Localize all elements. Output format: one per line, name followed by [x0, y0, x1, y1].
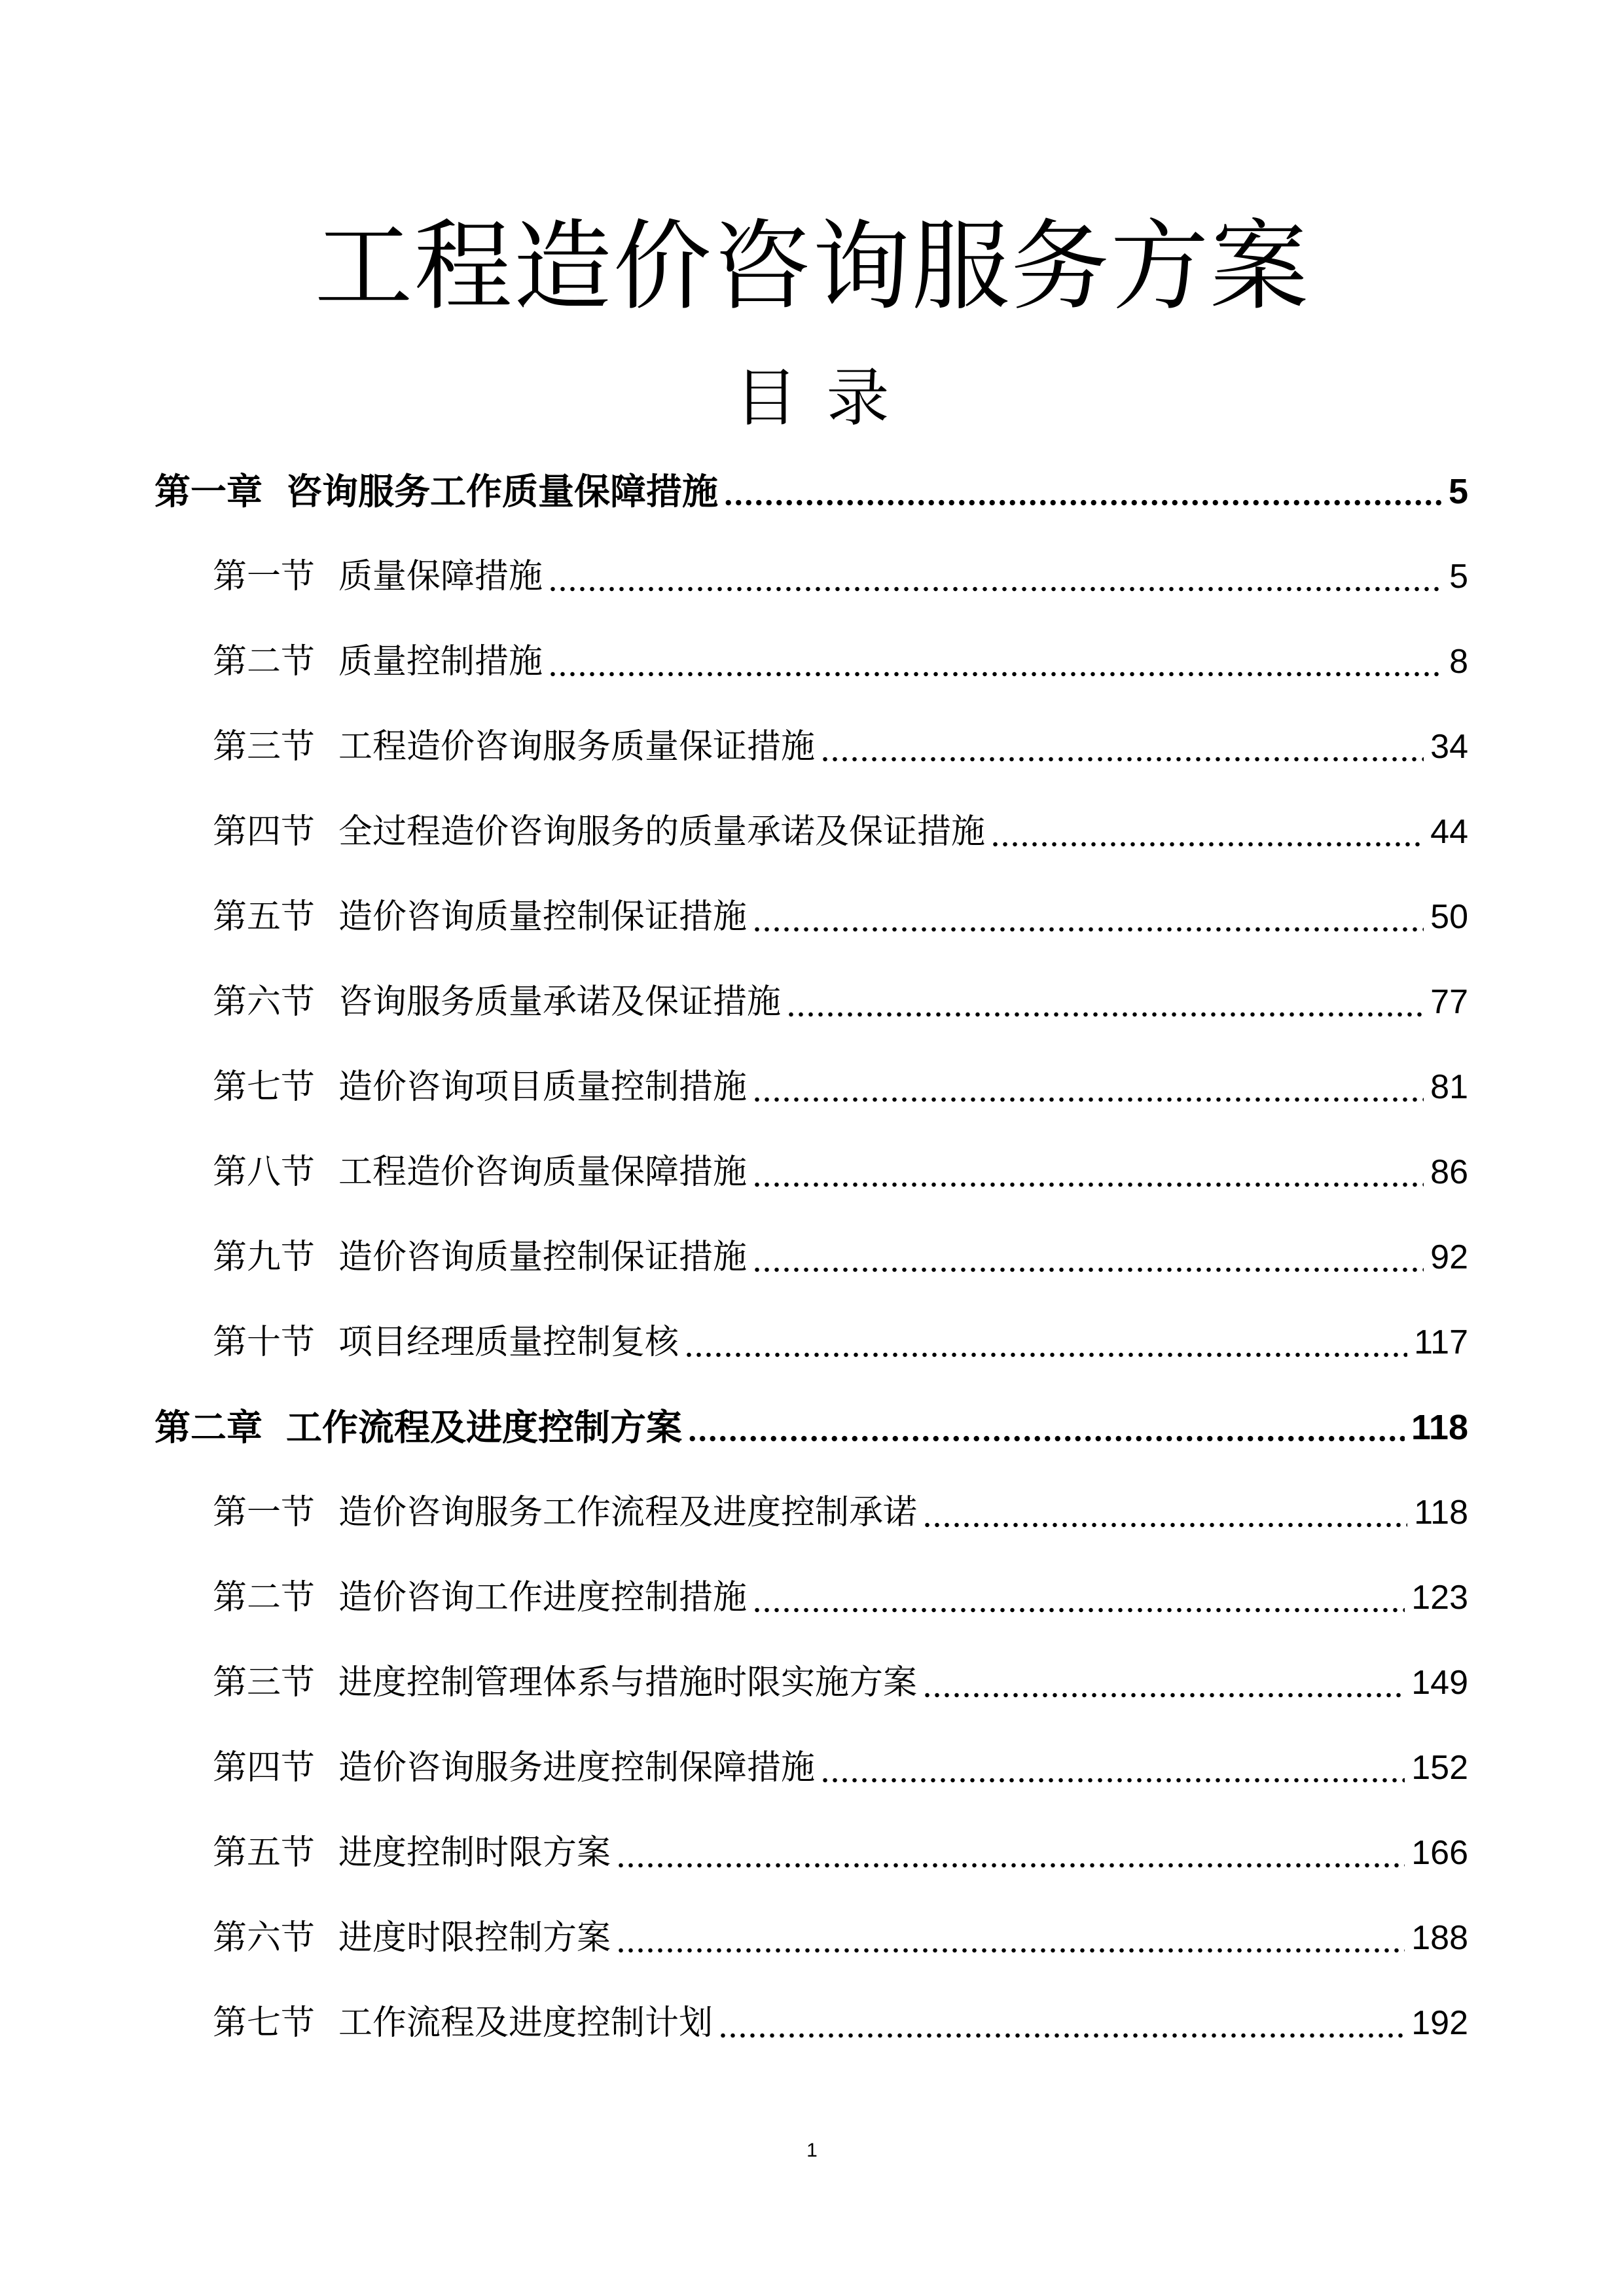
toc-entry-label — [213, 1915, 611, 1961]
toc-entry-number: 第二节 — [213, 642, 316, 681]
toc-entry-page-number: 123 — [1411, 1579, 1468, 1617]
toc-entry-page-number: 86 — [1430, 1153, 1468, 1191]
page-number-footer: 1 — [806, 2140, 818, 2161]
toc-entry-page-number: 34 — [1430, 728, 1468, 766]
toc-entry-number: 第四节 — [213, 812, 316, 852]
toc-entry-page-number: 188 — [1411, 1919, 1468, 1957]
toc-entry-label — [213, 1149, 747, 1195]
toc-section-entry[interactable] — [213, 1575, 1468, 1621]
dot-leader — [922, 1691, 1405, 1700]
toc-entry-number: 第九节 — [213, 1238, 316, 1277]
toc-entry-title: 工作流程及进度控制方案 — [286, 1406, 683, 1448]
dot-leader — [752, 1180, 1424, 1189]
toc-section-entry[interactable] — [213, 1490, 1468, 1535]
toc-entry-page-number: 8 — [1449, 643, 1468, 681]
toc-entry-number: 第三节 — [213, 1663, 316, 1702]
toc-entry-title: 造价咨询项目质量控制措施 — [338, 1067, 748, 1107]
toc-entry-page-number: 117 — [1414, 1323, 1468, 1361]
toc-section-entry[interactable] — [213, 1319, 1468, 1365]
toc-section-entry[interactable] — [213, 1915, 1468, 1961]
dot-leader — [616, 1946, 1405, 1955]
toc-entry-label — [213, 554, 543, 600]
toc-entry-label — [213, 1745, 815, 1791]
dot-leader — [548, 584, 1443, 594]
toc-entry-label — [213, 1830, 611, 1876]
toc-entry-page-number: 166 — [1411, 1834, 1468, 1872]
toc-entry-label — [213, 1234, 747, 1280]
dot-leader — [990, 840, 1424, 849]
dot-leader — [684, 1350, 1407, 1359]
toc-entry-title: 项目经理质量控制复核 — [338, 1323, 679, 1362]
toc-entry-title: 质量控制措施 — [338, 642, 543, 681]
dot-leader — [752, 1265, 1424, 1274]
toc-entry-number: 第五节 — [213, 1833, 316, 1873]
toc-entry-label — [213, 1575, 747, 1621]
toc-section-entry[interactable] — [213, 1745, 1468, 1791]
toc-entry-title: 工作流程及进度控制计划 — [338, 2003, 713, 2043]
toc-entry-page-number: 149 — [1411, 1664, 1468, 1702]
toc-entry-label — [154, 469, 718, 514]
toc-entry-title: 造价咨询服务进度控制保障措施 — [338, 1748, 816, 1787]
toc-entry-number: 第一节 — [213, 557, 316, 596]
toc-entry-number: 第八节 — [213, 1153, 316, 1192]
toc-entry-label — [213, 979, 781, 1025]
toc-entry-number: 第七节 — [213, 1067, 316, 1107]
toc-entry-label — [213, 1319, 679, 1365]
toc-section-entry[interactable] — [213, 639, 1468, 685]
dot-leader — [922, 1520, 1407, 1530]
dot-leader — [820, 755, 1424, 764]
toc-entry-page-number: 77 — [1430, 983, 1468, 1021]
toc-entry-title: 质量保障措施 — [338, 557, 543, 596]
toc-chapter-entry[interactable] — [154, 469, 1468, 514]
toc-entry-page-number: 5 — [1449, 558, 1468, 596]
toc-entry-number: 第十节 — [213, 1323, 316, 1362]
toc-entry-number: 第二章 — [154, 1406, 263, 1448]
toc-section-entry[interactable] — [213, 809, 1468, 855]
toc-entry-title: 工程造价咨询服务质量保证措施 — [338, 727, 816, 766]
dot-leader — [723, 498, 1442, 507]
dot-leader — [616, 1861, 1405, 1870]
toc-entry-number: 第一节 — [213, 1493, 316, 1532]
toc-entry-page-number: 152 — [1411, 1749, 1468, 1787]
toc-entry-number: 第四节 — [213, 1748, 316, 1787]
toc-section-entry[interactable] — [213, 1660, 1468, 1706]
toc-entry-title: 咨询服务工作质量保障措施 — [286, 470, 719, 512]
toc-entry-number: 第三节 — [213, 727, 316, 766]
toc-entry-page-number: 44 — [1430, 813, 1468, 851]
dot-leader — [687, 1434, 1405, 1443]
toc-section-entry[interactable] — [213, 1064, 1468, 1110]
toc-entry-label — [213, 894, 747, 940]
toc-entry-number: 第六节 — [213, 1918, 316, 1958]
toc-section-entry[interactable] — [213, 1830, 1468, 1876]
toc-entry-label — [213, 724, 815, 770]
toc-entry-title: 咨询服务质量承诺及保证措施 — [338, 982, 782, 1022]
toc-entry-label — [213, 1660, 917, 1706]
dot-leader — [752, 1605, 1405, 1615]
toc-entry-label — [213, 639, 543, 685]
toc-entry-title: 工程造价咨询质量保障措施 — [338, 1153, 748, 1192]
toc-entry-label — [213, 809, 985, 855]
toc-entry-number: 第一章 — [154, 470, 263, 512]
toc-entry-title: 进度时限控制方案 — [338, 1918, 611, 1958]
toc-entry-title: 进度控制管理体系与措施时限实施方案 — [338, 1663, 918, 1702]
toc-entry-page-number: 5 — [1448, 472, 1468, 511]
toc-heading: 目录 — [734, 361, 918, 435]
toc-entry-label — [154, 1405, 682, 1450]
toc-entry-title: 进度控制时限方案 — [338, 1833, 611, 1873]
toc-entry-number: 第五节 — [213, 897, 316, 937]
toc-section-entry[interactable] — [213, 554, 1468, 600]
toc-entry-title: 造价咨询质量控制保证措施 — [338, 897, 748, 937]
toc-entry-label — [213, 1064, 747, 1110]
dot-leader — [548, 670, 1443, 679]
dot-leader — [752, 1095, 1424, 1104]
toc-entry-title: 全过程造价咨询服务的质量承诺及保证措施 — [338, 812, 986, 852]
toc-entry-number: 第七节 — [213, 2003, 316, 2043]
toc-entry-number: 第六节 — [213, 982, 316, 1022]
toc-section-entry[interactable] — [213, 979, 1468, 1025]
toc-entry-label — [213, 2000, 713, 2046]
toc-section-entry[interactable] — [213, 894, 1468, 940]
dot-leader — [820, 1776, 1405, 1785]
toc-entry-page-number: 192 — [1411, 2004, 1468, 2042]
toc-entry-page-number: 92 — [1430, 1238, 1468, 1276]
toc-entry-title: 造价咨询质量控制保证措施 — [338, 1238, 748, 1277]
toc-entry-page-number: 81 — [1430, 1068, 1468, 1106]
toc-entry-page-number: 118 — [1411, 1408, 1468, 1447]
document-title: 工程造价咨询服务方案 — [314, 210, 1310, 324]
toc-section-entry[interactable] — [213, 1234, 1468, 1280]
toc-entry-page-number: 118 — [1414, 1494, 1468, 1532]
dot-leader — [786, 1010, 1424, 1019]
dot-leader — [718, 2031, 1405, 2040]
toc-section-entry[interactable] — [213, 724, 1468, 770]
toc-entry-label — [213, 1490, 917, 1535]
toc-entry-page-number: 50 — [1430, 898, 1468, 936]
toc-section-entry[interactable] — [213, 1149, 1468, 1195]
toc-chapter-entry[interactable] — [154, 1405, 1468, 1450]
toc-entry-title: 造价咨询工作进度控制措施 — [338, 1578, 748, 1617]
dot-leader — [752, 925, 1424, 934]
toc-section-entry[interactable] — [213, 2000, 1468, 2046]
toc-entry-number: 第二节 — [213, 1578, 316, 1617]
toc-entry-title: 造价咨询服务工作流程及进度控制承诺 — [338, 1493, 918, 1532]
